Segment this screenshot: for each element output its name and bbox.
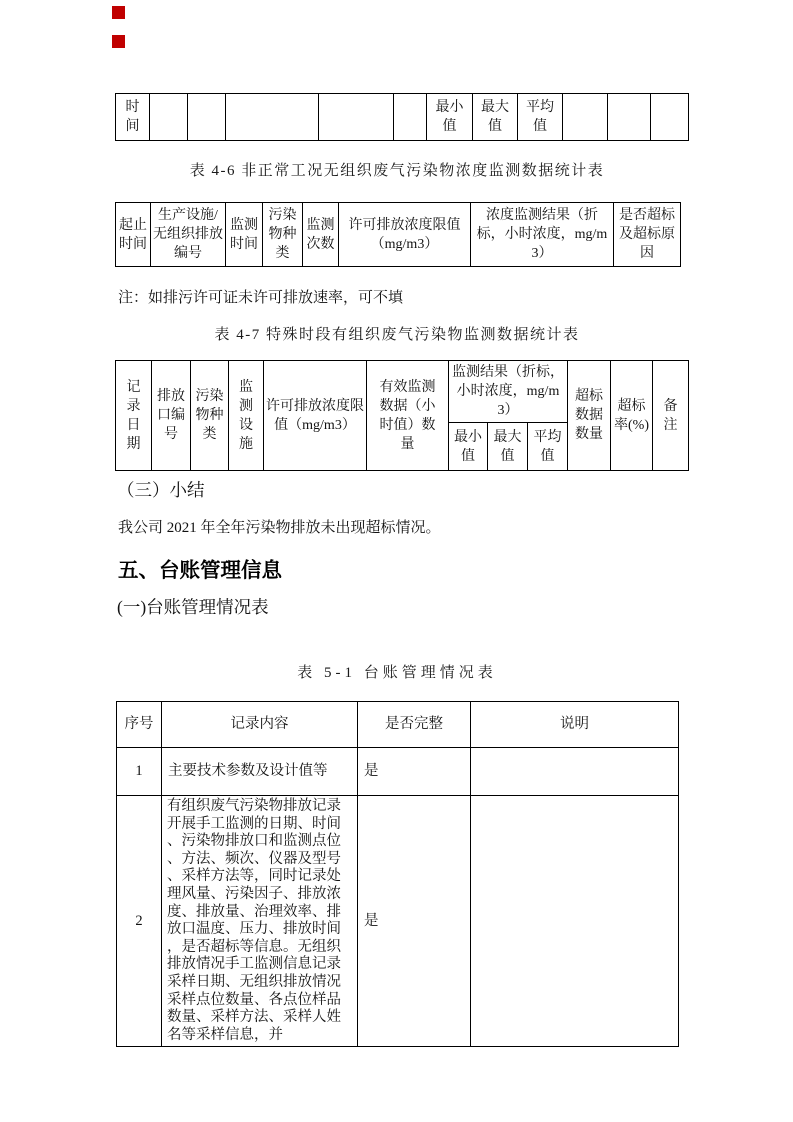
t47-header-outlet-no: 排放口编号	[152, 361, 191, 471]
t51-row2-description	[471, 796, 679, 1047]
t47-header-pollutant-type: 污染物种类	[191, 361, 229, 471]
t46-header-result: 浓度监测结果（折标，小时浓度，mg/m3）	[471, 203, 614, 267]
t47-header-result-group: 监测结果（折标，小时浓度，mg/m3）	[449, 361, 568, 423]
t51-header-seq: 序号	[117, 702, 162, 748]
t47-header-monitor-facility: 监测设施	[229, 361, 264, 471]
t51-row1-description	[471, 748, 679, 796]
t51-row2-complete: 是	[358, 796, 471, 1047]
red-annotation-mark-icon	[112, 6, 125, 19]
cell-empty	[651, 94, 689, 141]
section5-heading: 五、台账管理信息	[118, 559, 282, 582]
t46-header-monitor-time: 监测时间	[226, 203, 263, 267]
table-4-6	[115, 202, 681, 267]
t46-header-permitted-limit: 许可排放浓度限值（mg/m3）	[339, 203, 471, 267]
t47-header-remark: 备注	[653, 361, 689, 471]
cell-empty	[563, 94, 608, 141]
t51-row2-content: 有组织废气污染物排放记录 开展手工监测的日期、时间 、污染物排放口和监测点位 、方法、频次、仪器及型号 、采样方法等，同时记录处 理风量、污染因子、排放浓 度、排放量、治理效率、排 放口温度、压力、排放时间 ，是否超标等信息。无组织排放情况手工监测信息记录 采样日期、无组织排放情况 采样点位数量、各点位样品 数量、采样方法、采样人姓 名等采样信息，并	[162, 796, 358, 1047]
cell-empty	[608, 94, 651, 141]
t46-header-monitor-count: 监测次数	[303, 203, 339, 267]
cell-avg: 平均值	[518, 94, 563, 141]
table-row	[117, 748, 679, 796]
table-4-6-title: 表 4-6 非正常工况无组织废气污染物浓度监测数据统计表	[189, 163, 605, 179]
t47-header-valid-data-count: 有效监测数据（小时值）数量	[367, 361, 449, 471]
table-note: 注：如排污许可证未许可排放速率，可不填	[118, 290, 404, 306]
t51-row1-complete: 是	[358, 748, 471, 796]
t47-header-record-date: 记录日期	[116, 361, 152, 471]
cell-empty	[394, 94, 427, 141]
t46-header-exceed-reason: 是否超标及超标原因	[614, 203, 681, 267]
t46-header-facility-no: 生产设施/无组织排放编号	[151, 203, 226, 267]
cell-max: 最大值	[473, 94, 518, 141]
table-4-7	[115, 360, 689, 471]
t47-header-exceed-count: 超标数据数量	[568, 361, 611, 471]
table-5-1	[116, 701, 679, 1047]
t46-header-pollutant-type: 污染物种类	[263, 203, 303, 267]
t51-row1-seq: 1	[117, 748, 162, 796]
t47-header-permitted-limit: 许可排放浓度限值（mg/m3）	[264, 361, 367, 471]
cell-time: 时间	[116, 94, 150, 141]
t51-header-complete: 是否完整	[358, 702, 471, 748]
t51-row2-seq: 2	[117, 796, 162, 1047]
t47-header-min: 最小值	[449, 423, 488, 471]
t51-header-description: 说明	[471, 702, 679, 748]
cell-empty	[188, 94, 226, 141]
subsection-summary-heading: （三）小结	[117, 480, 205, 500]
cell-empty	[319, 94, 394, 141]
table-4-7-title: 表 4-7 特殊时段有组织废气污染物监测数据统计表	[214, 327, 580, 343]
cell-min: 最小值	[427, 94, 473, 141]
cell-empty	[150, 94, 188, 141]
cell-empty	[226, 94, 319, 141]
t51-header-record-content: 记录内容	[162, 702, 358, 748]
monitoring-table-continuation	[115, 93, 689, 141]
table-5-1-title: 表 5-1 台账管理情况表	[297, 665, 497, 681]
table-row	[117, 796, 679, 1047]
t47-header-max: 最大值	[488, 423, 528, 471]
t47-header-avg: 平均值	[528, 423, 568, 471]
red-annotation-mark-icon	[112, 35, 125, 48]
summary-paragraph: 我公司 2021 年全年污染物排放未出现超标情况。	[118, 520, 441, 536]
t47-header-exceed-rate: 超标率(%)	[611, 361, 653, 471]
t46-header-start-end-time: 起止时间	[116, 203, 151, 267]
t51-row1-content: 主要技术参数及设计值等	[162, 748, 358, 796]
section5-subheading: (一)台账管理情况表	[117, 597, 269, 617]
